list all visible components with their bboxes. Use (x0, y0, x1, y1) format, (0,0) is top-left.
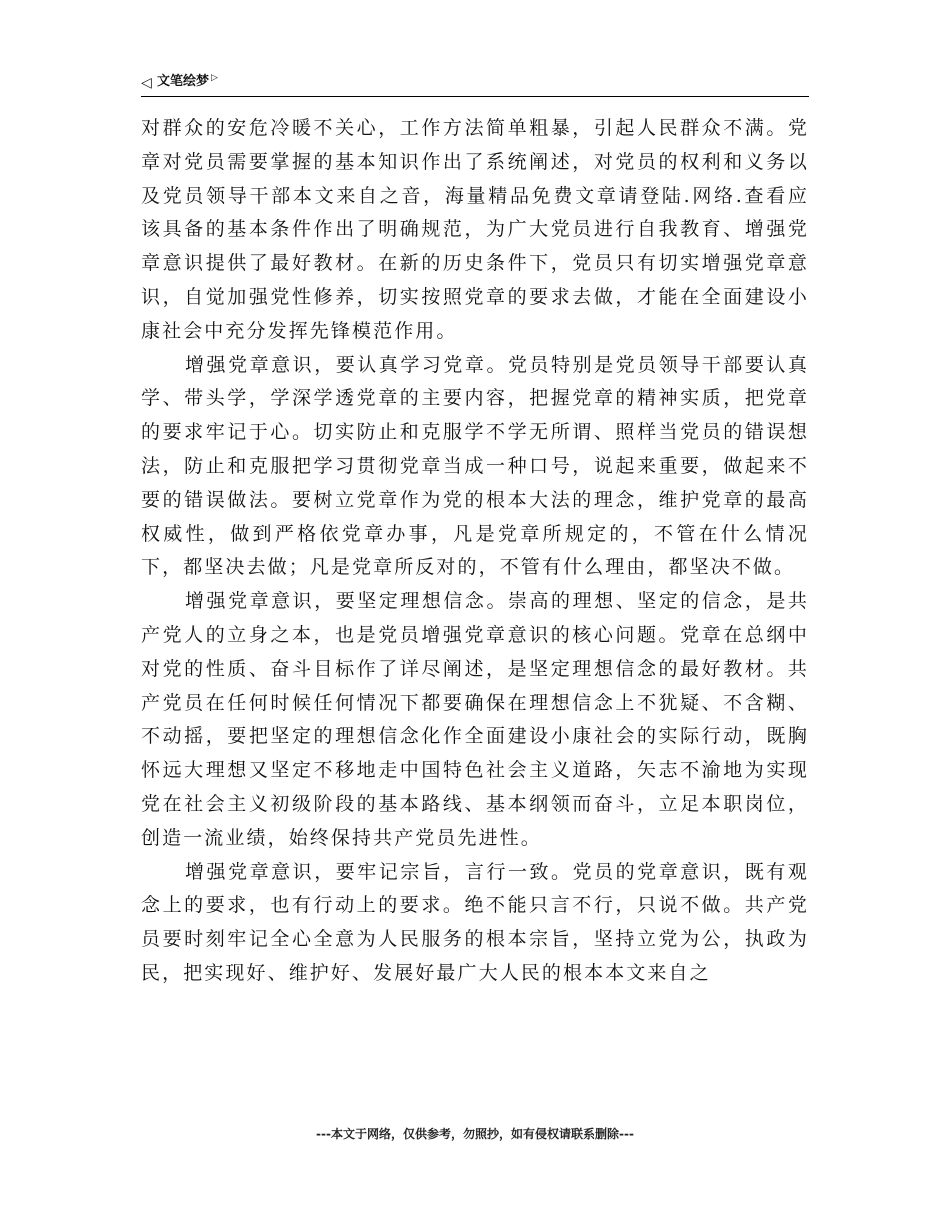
document-body (141, 112, 809, 991)
paragraph-4: 增强党章意识，要牢记宗旨，言行一致。党员的党章意识，既有观念上的要求，也有行动上的要求。绝不能只言不行，只说不做。共产党员要时刻牢记全心全意为人民服务的根本宗旨，坚持立党为公，执政为民，把实现好、维护好、发展好最广大人民的根本本文来自之 (141, 860, 809, 984)
page-header (141, 72, 809, 97)
header-title: 文笔绘梦 (157, 74, 210, 89)
page-footer: ---本文于网络，仅供参考，勿照抄，如有侵权请联系删除--- (316, 1127, 634, 1141)
left-triangle-icon: ◁ (141, 75, 152, 91)
paragraph-2: 增强党章意识，要认真学习党章。党员特别是党员领导干部要认真学、带头学，学深学透党章的主要内容，把握党章的精神实质，把党章的要求牢记于心。切实防止和克服学不学无所谓、照样当党员的错误想法，防止和克服把学习贯彻党章当成一种口号，说起来重要，做起来不要的错误做法。要树立党章作为党的根本大法的理念，维护党章的最高权威性，做到严格依党章办事，凡是党章所规定的，不管在什么情况下，都坚决去做；凡是党章所反对的，不管有什么理由，都坚决不做。 (141, 353, 809, 579)
paragraph-1: 对群众的安危冷暖不关心，工作方法简单粗暴，引起人民群众不满。党章对党员需要掌握的基本知识作出了系统阐述，对党员的权利和义务以及党员领导干部本文来自之音，海量精品免费文章请登陆.网络.查看应该具备的基本条件作出了明确规范，为广大党员进行自我教育、增强党章意识提供了最好教材。在新的历史条件下，党员只有切实增强党章意识，自觉加强党性修养，切实按照党章的要求去做，才能在全面建设小康社会中充分发挥先锋模范作用。 (141, 117, 809, 342)
right-triangle-icon: ▷ (211, 73, 218, 83)
paragraph-3: 增强党章意识，要坚定理想信念。崇高的理想、坚定的信念，是共产党人的立身之本，也是党员增强党章意识的核心问题。党章在总纲中对党的性质、奋斗目标作了详尽阐述，是坚定理想信念的最好教材。共产党员在任何时候任何情况下都要确保在理想信念上不犹疑、不含糊、不动摇，要把坚定的理想信念化作全面建设小康社会的实际行动，既胸怀远大理想又坚定不移地走中国特色社会主义道路，矢志不渝地为实现党在社会主义初级阶段的基本路线、基本纲领而奋斗，立足本职岗位，创造一流业绩，始终保持共产党员先进性。 (141, 590, 809, 849)
